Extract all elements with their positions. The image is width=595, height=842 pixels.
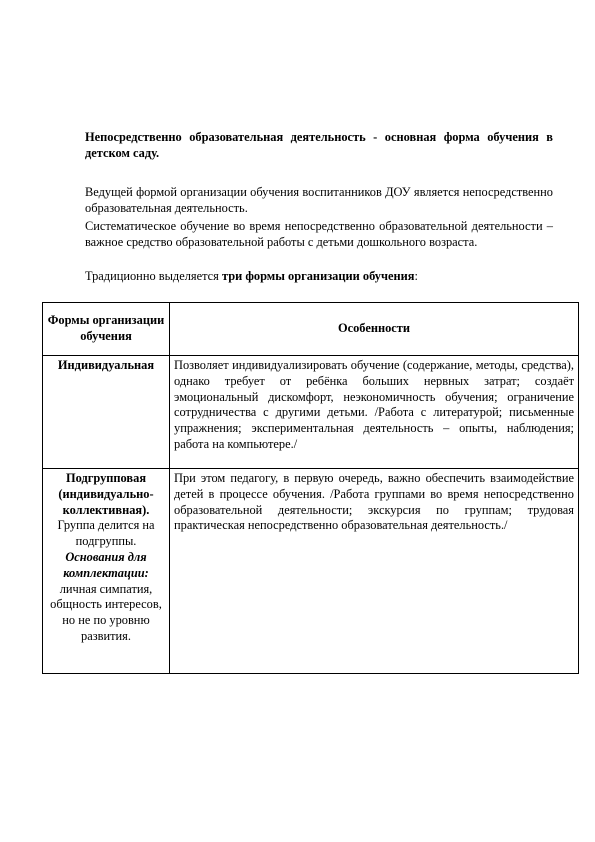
forms-table	[42, 302, 579, 674]
second-paragraph: Систематическое обучение во время непосредственно образовательной деятельности – важное средство образовательной работы с детьми дошкольного возраста.	[85, 219, 553, 249]
table-row	[43, 469, 579, 674]
header-forms: Формы организации обучения	[43, 303, 170, 356]
third-paragraph-bold: три формы организации обучения	[221, 269, 415, 283]
form-subgroup-italic: Основания для комплектации:	[63, 549, 149, 580]
third-paragraph-suffix: :	[414, 269, 418, 283]
third-paragraph	[85, 268, 553, 284]
form-subgroup-title: Подгрупповая (индивидуально-коллективная).	[58, 471, 154, 517]
header-features: Особенности	[170, 303, 579, 356]
third-paragraph-prefix: Традиционно выделяется	[85, 269, 222, 283]
page-heading: Непосредственно образовательная деятельность - основная форма обучения в детском саду.	[85, 130, 553, 160]
intro-paragraph: Ведущей формой организации обучения воспитанников ДОУ является непосредственно образовательная деятельность.	[85, 185, 553, 215]
table-header-row	[43, 303, 579, 356]
form-subgroup-tail: личная симпатия, общность интересов, но не по уровню развития.	[50, 581, 162, 643]
form-subgroup-text: Группа делится на подгруппы.	[57, 518, 155, 549]
desc-individual: Позволяет индивидуализировать обучение (содержание, методы, средства), однако требует от ребёнка больших нервных затрат; создаёт эмоциональный дискомфорт, неэкономичность обучения; ограничение сотрудничества с другими детьми. /Работа с литературой; письменные упражнения; экспериментальная деятельность – опыты, наблюдения; работа на компьютере./	[170, 356, 579, 469]
desc-subgroup: При этом педагогу, в первую очередь, важно обеспечить взаимодействие детей в процессе обучения. /Работа группами во время непосредственно образовательной деятельности; экскурсия по группам; трудовая практическая непосредственно образовательная деятельность./	[170, 469, 579, 674]
table-row	[43, 356, 579, 469]
form-subgroup	[43, 469, 170, 674]
form-individual: Индивидуальная	[43, 356, 170, 469]
